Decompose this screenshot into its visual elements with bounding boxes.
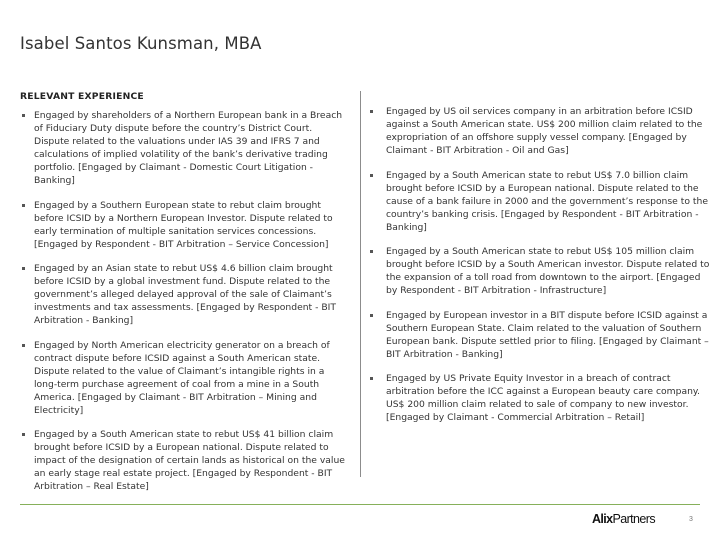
experience-text: Engaged by a South American state to rebut US$ 105 million claim brought before ICSID by a South American investor. Dispute related to the expansion of a toll road from downtown to the airport. [Engaged by Respondent - BIT Arbitration - Infrastructure]	[386, 246, 710, 296]
experience-text: Engaged by US Private Equity Investor in a breach of contract arbitration before the ICC against a European beauty care company. US$ 200 million claim related to sale of company to new investor. [Engaged by Claimant - Commercial Arbitration – Retail]	[386, 373, 700, 423]
page-number: 3	[689, 516, 693, 523]
experience-item	[370, 372, 710, 424]
experience-item	[20, 262, 345, 327]
experience-item	[20, 199, 345, 251]
experience-text: Engaged by a Southern European state to rebut claim brought before ICSID by a Northern European Investor. Dispute related to early termination of multiple sanitation services concessions. [Engaged by Respondent - BIT Arbitration – Service Concession]	[34, 199, 333, 250]
experience-text: Engaged by US oil services company in an arbitration before ICSID against a South American state. US$ 200 million claim related to the expropriation of an offshore supply vessel company. [Engaged by Claimant - BIT Arbitration - Oil and Gas]	[386, 106, 703, 156]
experience-item	[20, 109, 345, 187]
bullet-icon	[370, 110, 373, 113]
experience-item	[20, 428, 345, 493]
experience-text: Engaged by North American electricity generator on a breach of contract dispute before ICSID against a South American state. Dispute related to the value of Claimant’s intangible rights in a long-term purchase agreement of coal from a mine in a South America. [Engaged by Claimant - BIT Arbitration – Mining and Electricity]	[34, 339, 330, 416]
experience-item	[370, 105, 710, 157]
experience-text: Engaged by an Asian state to rebut US$ 4.6 billion claim brought before ICSID by a global investment fund. Dispute related to the government’s alleged delayed approval of the sale of Claimant’s investments and tax assessments. [Engaged by Respondent - BIT Arbitration - Banking]	[34, 263, 336, 326]
experience-text: Engaged by shareholders of a Northern European bank in a Breach of Fiduciary Duty dispute before the country’s District Court. Dispute related to the valuations under IAS 39 and IFRS 7 and calculations of implied volatility of the bank’s derivative trading portfolio. [Engaged by Claimant - Domestic Court Litigation - Banking]	[34, 110, 343, 186]
bullet-icon	[22, 267, 25, 270]
experience-item	[370, 245, 710, 297]
column-divider	[360, 91, 361, 477]
experience-list-right	[370, 105, 710, 436]
bullet-icon	[370, 174, 373, 177]
company-logo	[592, 512, 655, 526]
experience-list-left	[20, 109, 345, 505]
logo-regular-text: Partners	[612, 512, 655, 526]
bullet-icon	[22, 433, 25, 436]
bullet-icon	[370, 377, 373, 380]
bullet-icon	[370, 250, 373, 253]
bullet-icon	[370, 314, 373, 317]
experience-text: Engaged by a South American state to rebut US$ 41 billion claim brought before ICSID by a European national. Dispute related to impact of the designation of certain lands as historical on the value an early stage real estate project. [Engaged by Respondent - BIT Arbitration – Real Estate]	[34, 429, 345, 492]
experience-item	[370, 309, 710, 361]
footer-rule	[20, 504, 700, 505]
experience-item	[20, 339, 345, 417]
bullet-icon	[22, 204, 25, 207]
logo-bold-text: Alix	[592, 512, 613, 526]
experience-item	[370, 169, 710, 234]
section-heading: RELEVANT EXPERIENCE	[20, 91, 144, 102]
bullet-icon	[22, 114, 25, 117]
page-title: Isabel Santos Kunsman, MBA	[20, 34, 262, 53]
bullet-icon	[22, 344, 25, 347]
experience-text: Engaged by a South American state to rebut US$ 7.0 billion claim brought before ICSID by a European national. Dispute related to the cause of a bank failure in 2000 and the government’s response to the country’s banking crisis. [Engaged by Respondent - BIT Arbitration - Banking]	[386, 169, 708, 233]
experience-text: Engaged by European investor in a BIT dispute before ICSID against a Southern European State. Claim related to the valuation of Southern European bank. Dispute settled prior to filing. [Engaged by Claimant – BIT Arbitration - Banking]	[386, 309, 709, 360]
